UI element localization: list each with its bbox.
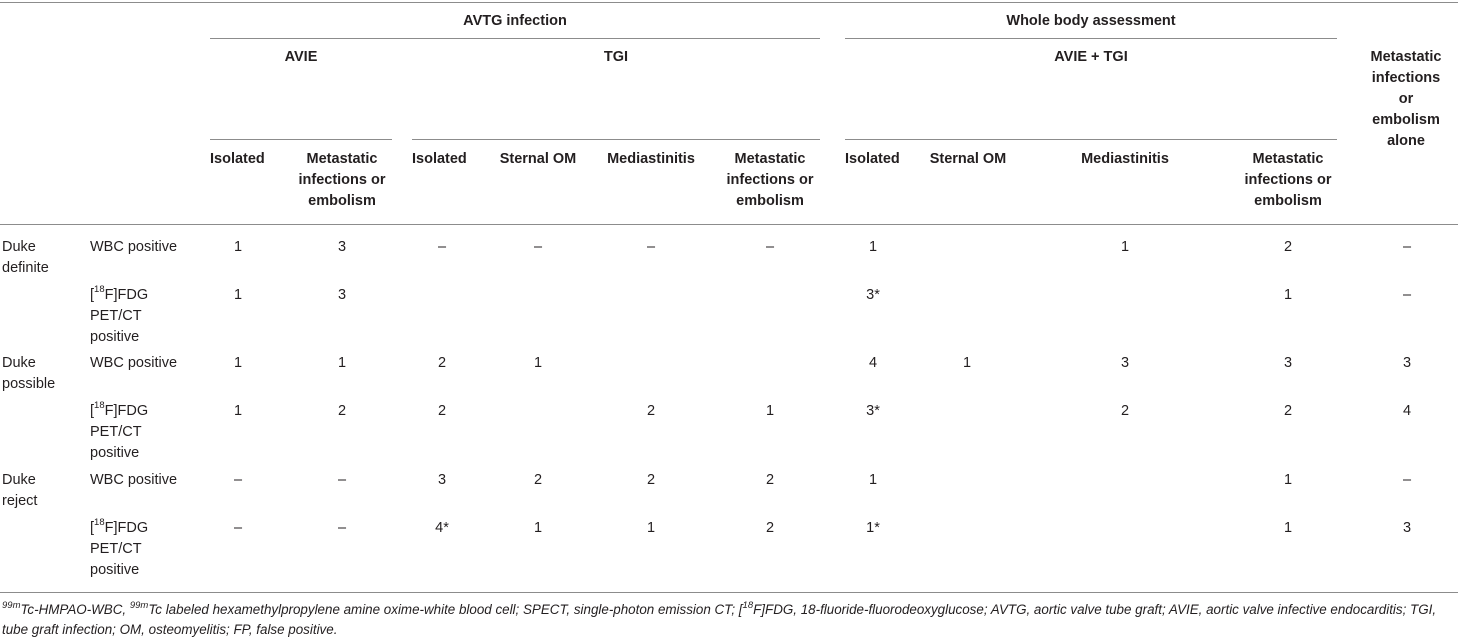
row-label-wbc-positive: WBC positive: [90, 355, 178, 371]
table-cell: 1: [533, 520, 543, 536]
header-whole-body-assessment: Whole body assessment: [1006, 13, 1176, 29]
col-avie-metastatic: Metastatic infections or embolism: [298, 151, 386, 209]
table-cell: 1: [233, 239, 243, 255]
table-top-rule: [0, 2, 1458, 3]
table-cell: –: [533, 239, 543, 255]
table-cell: 1: [233, 355, 243, 371]
avie-sub-rule: [210, 139, 392, 140]
col-both-sternal-om: Sternal OM: [929, 151, 1007, 167]
table-cell: –: [437, 239, 447, 255]
tgi-sub-rule: [412, 139, 820, 140]
table-cell: 1*: [866, 520, 880, 536]
col-avie-isolated: Isolated: [210, 151, 265, 167]
table-cell: 2: [533, 472, 543, 488]
table-cell: 3: [1402, 355, 1412, 371]
table-cell: 1: [533, 355, 543, 371]
table-cell: 4*: [435, 520, 449, 536]
table-cell: 4: [868, 355, 878, 371]
col-tgi-mediastinitis: Mediastinitis: [607, 151, 695, 167]
table-cell: 4: [1402, 403, 1412, 419]
table-cell: –: [233, 520, 243, 536]
table-cell: 1: [868, 239, 878, 255]
row-label-wbc-positive: WBC positive: [90, 472, 178, 488]
table-cell: 2: [437, 403, 447, 419]
table-bottom-rule: [0, 592, 1458, 593]
row-label-wbc-positive: WBC positive: [90, 239, 178, 255]
table-cell: 2: [765, 472, 775, 488]
table-cell: –: [646, 239, 656, 255]
header-tgi: TGI: [603, 49, 629, 65]
table-cell: –: [1402, 472, 1412, 488]
table-cell: 1: [1283, 287, 1293, 303]
table-cell: 1: [1283, 472, 1293, 488]
table-footnote: $^{99m}$Tc-HMPAO-WBC, $^{99m}$Tc labeled hexamethylpropylene amine oxime-white blood cell; SPECT, single-photon emission CT; [$^{18}$F]FDG, 18-fluoride-fluorodeoxyglucose; AVTG, aortic valve tube graft; AVIE, aortic valve infective endocarditis; TGI, tube graft infection; OM, osteomyelitis; FP, false positive.: [2, 599, 1437, 637]
table-cell: –: [337, 472, 347, 488]
table-cell: 1: [1283, 520, 1293, 536]
table-cell: –: [1402, 239, 1412, 255]
row-label-fdg-pet-ct-positive: [$^{18}$F]FDG PET/CT positive: [90, 400, 149, 461]
table-cell: 1: [765, 403, 775, 419]
table-cell: 3: [1120, 355, 1130, 371]
row-label-fdg-pet-ct-positive: [$^{18}$F]FDG PET/CT positive: [90, 284, 149, 345]
group-label-duke-reject: Duke reject: [2, 472, 38, 509]
table-cell: 3: [337, 239, 347, 255]
table-cell: –: [337, 520, 347, 536]
group-label-duke-possible: Duke possible: [2, 355, 56, 392]
header-avie: AVIE: [284, 49, 318, 65]
whole-body-group-rule: [845, 38, 1337, 39]
group-label-duke-definite: Duke definite: [2, 239, 49, 276]
avie-tgi-sub-rule: [845, 139, 1337, 140]
col-tgi-isolated: Isolated: [412, 151, 467, 167]
col-tgi-metastatic: Metastatic infections or embolism: [726, 151, 814, 209]
header-metastatic-alone: Metastatic infections or embolism alone: [1370, 49, 1442, 149]
table-cell: 2: [1120, 403, 1130, 419]
table-cell: 1: [233, 403, 243, 419]
avtg-group-rule: [210, 38, 820, 39]
header-avtg-infection: AVTG infection: [463, 13, 567, 29]
col-both-isolated: Isolated: [845, 151, 900, 167]
table-cell: –: [233, 472, 243, 488]
row-label-fdg-pet-ct-positive: [$^{18}$F]FDG PET/CT positive: [90, 517, 149, 578]
table-cell: 3*: [866, 403, 880, 419]
table-cell: 3: [1283, 355, 1293, 371]
table-cell: 2: [765, 520, 775, 536]
col-tgi-sternal-om: Sternal OM: [499, 151, 577, 167]
table-cell: 1: [646, 520, 656, 536]
header-bottom-rule: [0, 224, 1458, 225]
table-cell: 1: [337, 355, 347, 371]
table-cell: 1: [1120, 239, 1130, 255]
table-cell: 3: [337, 287, 347, 303]
table-cell: 1: [962, 355, 972, 371]
header-avie-tgi: AVIE + TGI: [1054, 49, 1128, 65]
col-both-metastatic: Metastatic infections or embolism: [1244, 151, 1332, 209]
table-cell: 2: [337, 403, 347, 419]
table-cell: 3: [1402, 520, 1412, 536]
table-cell: 2: [646, 472, 656, 488]
table-cell: 2: [1283, 403, 1293, 419]
table-cell: 2: [1283, 239, 1293, 255]
table-cell: 2: [437, 355, 447, 371]
table-cell: –: [1402, 287, 1412, 303]
col-both-mediastinitis: Mediastinitis: [1081, 151, 1169, 167]
table-cell: 3: [437, 472, 447, 488]
table-cell: 2: [646, 403, 656, 419]
table-cell: 1: [868, 472, 878, 488]
table-cell: –: [765, 239, 775, 255]
table-cell: 1: [233, 287, 243, 303]
table-cell: 3*: [866, 287, 880, 303]
